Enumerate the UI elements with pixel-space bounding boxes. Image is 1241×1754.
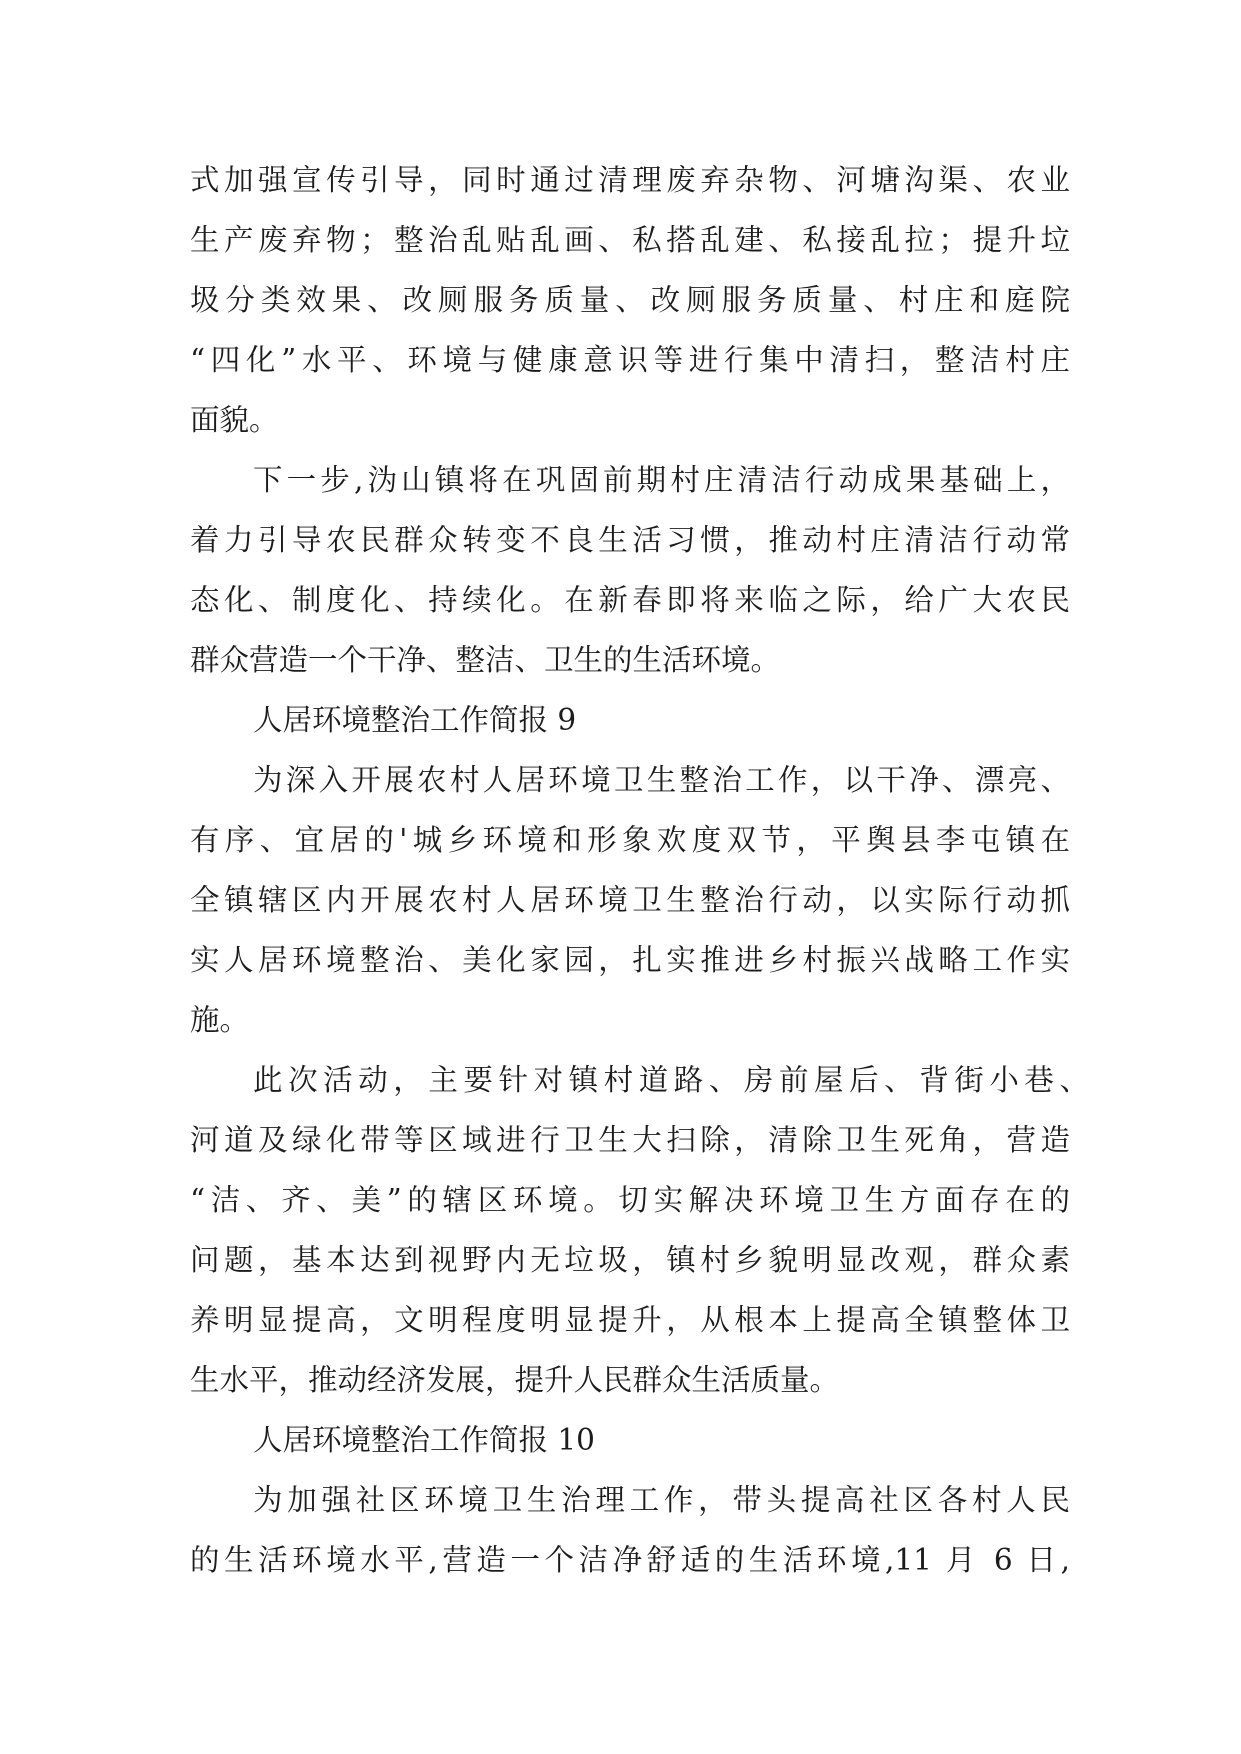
text-line: 态化、制度化、持续化。在新春即将来临之际，给广大农民 bbox=[190, 583, 1070, 617]
text-line: 群众营造一个干净、整洁、卫生的生活环境。 bbox=[190, 643, 781, 677]
text-line: 实人居环境整治、美化家园，扎实推进乡村振兴战略工作实 bbox=[190, 943, 1070, 977]
paragraph-first-line: 下一步,沩山镇将在巩固前期村庄清洁行动成果基础上， bbox=[253, 463, 1070, 497]
text-line: 着力引导农民群众转变不良生活习惯，推动村庄清洁行动常 bbox=[190, 523, 1070, 557]
text-line: 河道及绿化带等区域进行卫生大扫除，清除卫生死角，营造 bbox=[190, 1123, 1070, 1157]
text-line: “洁、齐、美”的辖区环境。切实解决环境卫生方面存在的 bbox=[190, 1183, 1070, 1217]
paragraph-first-line: 此次活动，主要针对镇村道路、房前屋后、背街小巷、 bbox=[253, 1063, 1089, 1097]
paragraph-first-line: 为加强社区环境卫生治理工作，带头提高社区各村人民 bbox=[253, 1483, 1070, 1517]
text-line: 全镇辖区内开展农村人居环境卫生整治行动，以实际行动抓 bbox=[190, 883, 1070, 917]
text-line: 面貌。 bbox=[190, 403, 279, 437]
text-line: 的生活环境水平,营造一个洁净舒适的生活环境,11 月 6 日, bbox=[190, 1543, 1070, 1577]
paragraph-first-line: 为深入开展农村人居环境卫生整治工作，以干净、漂亮、 bbox=[253, 763, 1070, 797]
text-line: 有序、宜居的'城乡环境和形象欢度双节，平舆县李屯镇在 bbox=[190, 823, 1070, 857]
text-line: 施。 bbox=[190, 1003, 250, 1037]
text-line: “四化”水平、环境与健康意识等进行集中清扫，整洁村庄 bbox=[190, 343, 1070, 377]
text-line: 养明显提高，文明程度明显提升，从根本上提高全镇整体卫 bbox=[190, 1303, 1070, 1337]
text-line: 式加强宣传引导，同时通过清理废弃杂物、河塘沟渠、农业 bbox=[190, 163, 1070, 197]
text-line: 生水平，推动经济发展，提升人民群众生活质量。 bbox=[190, 1363, 840, 1397]
section-heading: 人居环境整治工作简报 9 bbox=[253, 703, 577, 737]
text-line: 圾分类效果、改厕服务质量、改厕服务质量、村庄和庭院 bbox=[190, 283, 1070, 317]
text-line: 生产废弃物；整治乱贴乱画、私搭乱建、私接乱拉；提升垃 bbox=[190, 223, 1070, 257]
section-heading: 人居环境整治工作简报 10 bbox=[253, 1423, 595, 1457]
text-line: 问题，基本达到视野内无垃圾，镇村乡貌明显改观，群众素 bbox=[190, 1243, 1070, 1277]
